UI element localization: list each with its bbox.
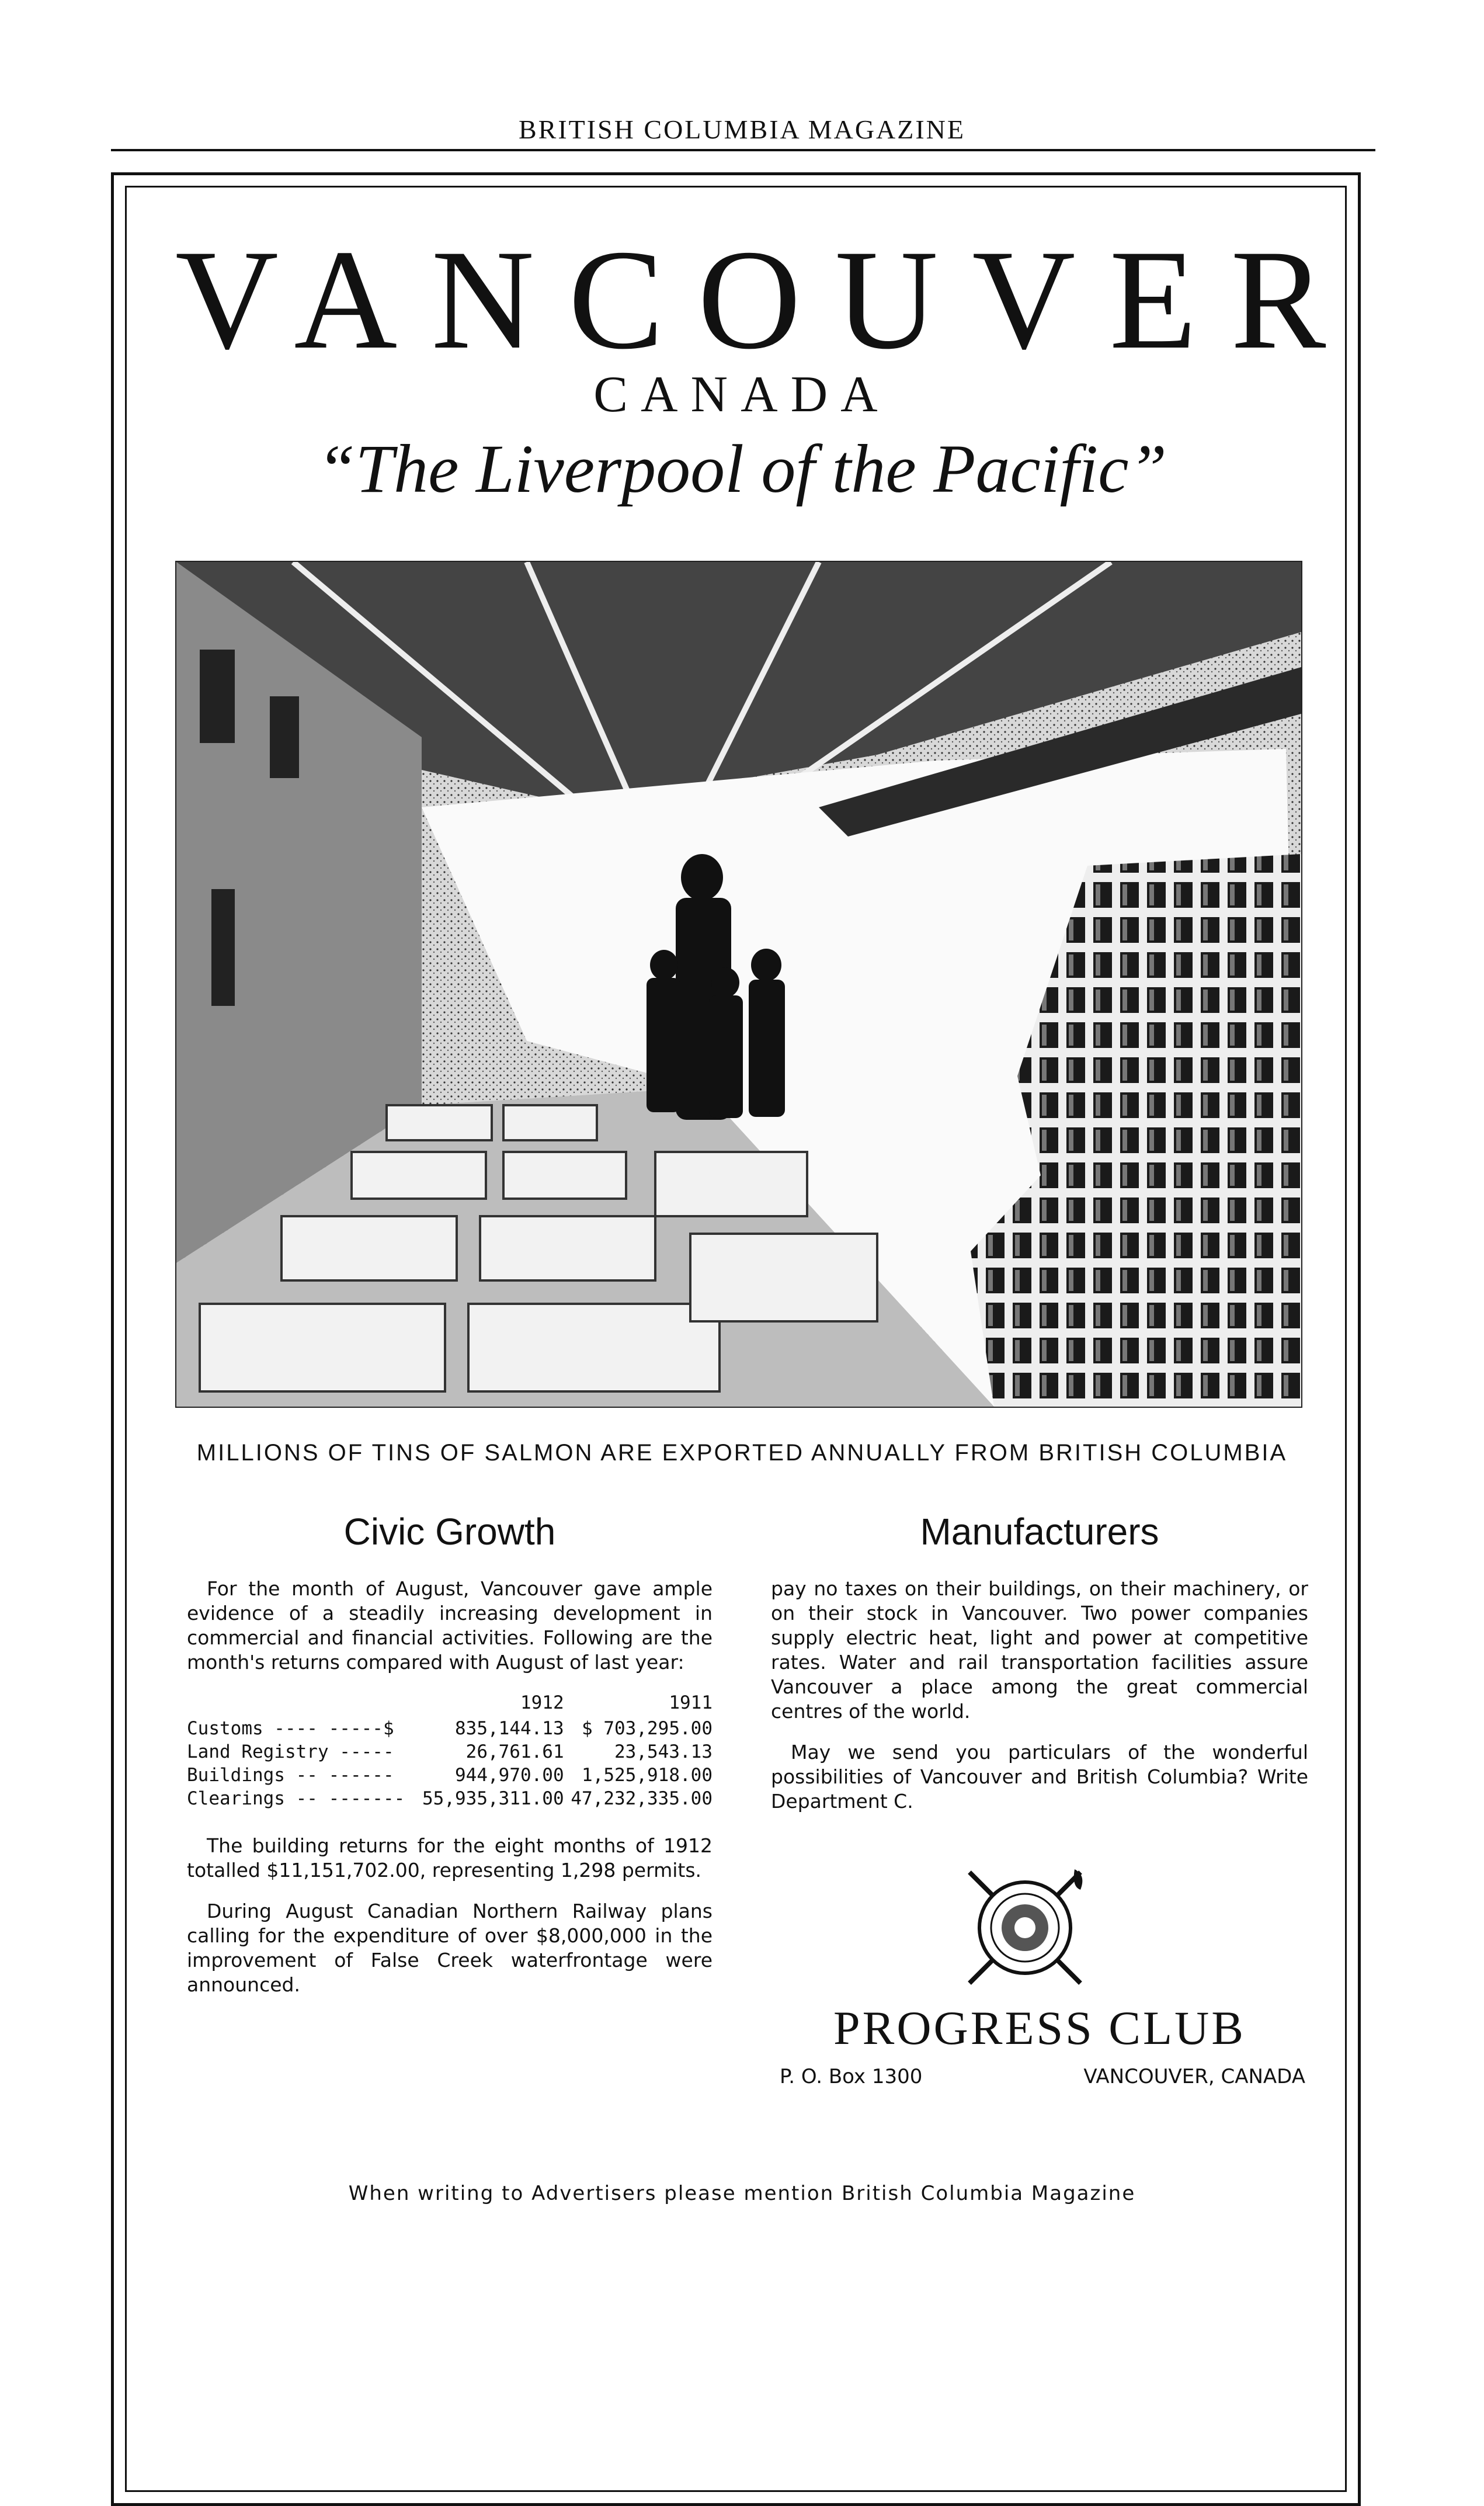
railway-paragraph: During August Canadian Northern Railway plans calling for the expenditure of over $8,000,000 in the improvement of False Creek waterfrontage were announced.	[187, 1900, 713, 1996]
manufacturers-column	[771, 1510, 1308, 1830]
club-address	[780, 2065, 1305, 2088]
value-1912: 55,935,311.00	[422, 1788, 564, 1809]
ad-slogan: “The Liverpool of the Pacific”	[317, 431, 1167, 507]
table-row	[187, 1717, 713, 1740]
table-row	[187, 1740, 713, 1764]
manufacturers-heading: Manufacturers	[920, 1511, 1159, 1553]
value-1912: 835,144.13	[455, 1718, 564, 1739]
value-1912: 26,761.61	[465, 1741, 564, 1762]
po-box: P. O. Box 1300	[780, 2065, 923, 2088]
value-1911: 23,543.13	[614, 1741, 713, 1762]
ad-country: CANADA	[593, 366, 891, 423]
header-rule	[111, 149, 1375, 151]
value-1912: 944,970.00	[455, 1765, 564, 1786]
ad-title: VANCOUVER	[175, 220, 1360, 379]
returns-header-1912: 1912	[520, 1692, 564, 1713]
club-city: VANCOUVER, CANADA	[1083, 2065, 1305, 2088]
photo-caption: MILLIONS OF TINS OF SALMON ARE EXPORTED ANNUALLY FROM BRITISH COLUMBIA	[196, 1440, 1288, 1466]
returns-table	[187, 1691, 713, 1810]
value-1911: 1,525,918.00	[582, 1765, 713, 1786]
building-returns-paragraph: The building returns for the eight months of 1912 totalled $11,151,702.00, representing 1,298 permits.	[187, 1834, 713, 1882]
civic-growth-heading: Civic Growth	[343, 1511, 556, 1553]
row-label: Buildings -- ------	[187, 1765, 394, 1786]
club-name: PROGRESS CLUB	[833, 2001, 1246, 2054]
manufacturers-text: pay no taxes on their buildings, on their machinery, or on their stock in Vancouver. Two power companies supply electric heat, light and power at competitive rates. Water and rail transportation facilities assure Vancouver a place among the great commercial centres of the world.	[771, 1577, 1308, 1723]
row-label: Land Registry -----	[187, 1741, 394, 1762]
running-head: BRITISH COLUMBIA MAGAZINE	[519, 114, 965, 144]
row-label: Clearings -- -------	[187, 1788, 405, 1809]
particulars-request: May we send you particulars of the wonderful possibilities of Vancouver and British Columbia? Write Department C.	[771, 1741, 1308, 1813]
returns-header-1911: 1911	[669, 1692, 713, 1713]
value-1911: 47,232,335.00	[571, 1788, 713, 1809]
returns-header-label	[187, 1691, 415, 1717]
row-label: Customs ---- -----$	[187, 1718, 394, 1739]
civic-growth-intro: For the month of August, Vancouver gave ample evidence of a steadily increasing development in commercial and financial activities. Following are the month's returns compared with August of last year:	[187, 1577, 713, 1674]
progress-club-seal-icon	[958, 1861, 1092, 1995]
value-1911: $ 703,295.00	[582, 1718, 713, 1739]
returns-header-row	[187, 1691, 713, 1717]
table-row	[187, 1764, 713, 1787]
civic-growth-column	[187, 1510, 713, 2014]
salmon-cannery-photo	[175, 561, 1302, 1408]
page-footer: When writing to Advertisers please mention British Columbia Magazine	[348, 2182, 1136, 2205]
table-row	[187, 1787, 713, 1810]
